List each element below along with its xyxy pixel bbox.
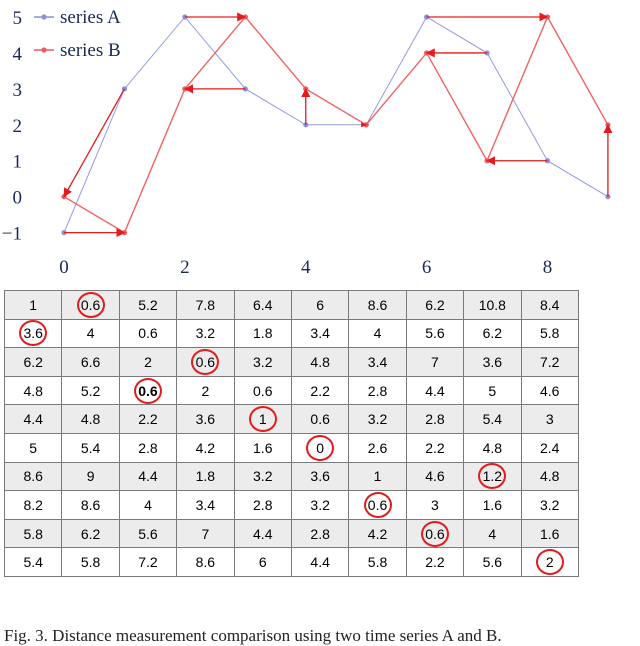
chart-legend (34, 7, 121, 61)
cell-value: 7.2 (138, 554, 158, 571)
cell-value: 5.4 (482, 411, 503, 428)
cell-value: 6 (258, 554, 267, 571)
table-cell (521, 433, 578, 462)
table-cell (291, 405, 348, 434)
cell-value: 6.2 (425, 296, 445, 313)
cell-value: 2.8 (425, 411, 445, 428)
table-cell (234, 462, 291, 491)
table-cell (234, 519, 291, 548)
cell-value: 2.8 (253, 496, 273, 513)
cell-value: 2.6 (367, 439, 388, 456)
table-row (5, 519, 579, 548)
table-cell (234, 548, 291, 577)
table-cell (177, 462, 234, 491)
table-cell (349, 491, 406, 520)
y-tick-label: 2 (12, 115, 22, 137)
table-cell (464, 519, 521, 548)
cell-value: 4.8 (310, 353, 330, 370)
cell-value: 6.2 (80, 525, 101, 542)
table-cell (521, 319, 578, 348)
cell-value: 3.2 (539, 496, 560, 513)
cell-value: 5.4 (80, 439, 101, 456)
table-row (5, 491, 579, 520)
table-cell (349, 405, 406, 434)
cell-value: 9 (86, 468, 95, 485)
table-cell (119, 433, 176, 462)
cell-value: 1.6 (253, 439, 273, 456)
table-cell (62, 405, 119, 434)
cell-value: 6.4 (253, 296, 273, 313)
cell-value: 4.2 (195, 439, 216, 456)
table-cell (177, 519, 234, 548)
cell-value: 7 (431, 353, 439, 370)
table-cell (177, 319, 234, 348)
cell-value: 1.8 (195, 468, 216, 485)
cell-value: 4.8 (80, 411, 101, 428)
table-cell (406, 462, 463, 491)
table-cell (521, 462, 578, 491)
table-cell (521, 548, 578, 577)
cell-value: 5.8 (80, 554, 101, 571)
cell-value: 10.8 (478, 296, 506, 313)
cell-value: 5.2 (138, 296, 158, 313)
figure-caption: Fig. 3. Distance measurement comparison using two time series A and B. (4, 626, 502, 645)
cell-value: 2.8 (310, 525, 330, 542)
cell-value: 7.2 (539, 353, 560, 370)
alignment-arrow (64, 89, 124, 197)
cell-value: 4.8 (23, 382, 43, 399)
line-chart-figure (0, 0, 640, 290)
cell-value: 4.4 (310, 554, 330, 571)
table-cell (521, 348, 578, 377)
table-cell (119, 348, 176, 377)
table-row (5, 348, 579, 377)
table-cell (5, 348, 62, 377)
legend-label: series B (60, 40, 121, 61)
y-tick-label: 1 (12, 151, 22, 173)
table-cell (349, 319, 406, 348)
cell-value: 1.6 (539, 525, 560, 542)
cell-value: 5.8 (367, 554, 388, 571)
cell-value: 5.8 (539, 325, 560, 342)
table-cell (349, 348, 406, 377)
table-cell (406, 291, 463, 320)
cell-value: 0.6 (138, 382, 158, 399)
cell-value: 4.2 (367, 525, 388, 542)
cell-value: 5 (29, 439, 38, 456)
table-cell (234, 433, 291, 462)
series-line-a (64, 17, 608, 233)
table-cell (62, 548, 119, 577)
table-cell (119, 491, 176, 520)
table-cell (5, 376, 62, 405)
cell-value: 3.4 (195, 496, 216, 513)
cell-value: 0.6 (195, 353, 216, 370)
table-cell (5, 548, 62, 577)
table-cell (291, 348, 348, 377)
cell-value: 3.4 (310, 325, 330, 342)
cell-value: 5.2 (80, 382, 101, 399)
cell-value: 8.6 (23, 468, 43, 485)
x-tick-label: 0 (59, 257, 69, 278)
cell-value: 0.6 (310, 411, 330, 428)
cell-value: 0.6 (253, 382, 273, 399)
table-cell (234, 491, 291, 520)
cell-value: 3.6 (482, 353, 503, 370)
table-row (5, 462, 579, 491)
table-cell (406, 376, 463, 405)
cell-value: 0.6 (367, 496, 388, 513)
legend-swatch-marker (41, 47, 46, 52)
x-tick-label: 2 (180, 257, 190, 278)
table-cell (521, 519, 578, 548)
y-tick-label: 5 (12, 7, 22, 29)
table-cell (62, 433, 119, 462)
cell-value: 4.8 (539, 468, 560, 485)
cell-value: 8.6 (195, 554, 216, 571)
table-cell (119, 319, 176, 348)
cell-value: 4 (488, 525, 497, 542)
table-cell (119, 291, 176, 320)
cell-value: 4.4 (253, 525, 273, 542)
table-cell (119, 519, 176, 548)
x-tick-label: 6 (421, 257, 432, 278)
cell-value: 6.2 (23, 353, 43, 370)
table-cell (406, 491, 463, 520)
cell-value: 1 (29, 296, 38, 313)
cell-value: 1 (258, 411, 267, 428)
table-cell (464, 291, 521, 320)
cell-value: 3.6 (23, 325, 43, 342)
table-cell (62, 462, 119, 491)
table-cell (5, 433, 62, 462)
cell-value: 0.6 (138, 325, 158, 342)
cell-value: 1.8 (253, 325, 273, 342)
cell-value: 3.4 (367, 353, 388, 370)
cell-value: 3.6 (310, 468, 330, 485)
legend-swatch-marker (41, 14, 46, 19)
table-cell (464, 491, 521, 520)
table-cell (521, 291, 578, 320)
distance-matrix-table (4, 290, 579, 577)
cell-value: 4 (86, 325, 95, 342)
table-cell (177, 348, 234, 377)
table-cell (119, 376, 176, 405)
x-tick-label: 8 (542, 257, 553, 278)
cell-value: 2.2 (425, 554, 445, 571)
cell-value: 8.4 (539, 296, 560, 313)
table-cell (62, 291, 119, 320)
table-cell (5, 519, 62, 548)
table-row (5, 376, 579, 405)
table-cell (119, 462, 176, 491)
cell-value: 2.2 (425, 439, 445, 456)
table-cell (234, 291, 291, 320)
table-cell (349, 548, 406, 577)
cell-value: 3.2 (195, 325, 216, 342)
cell-value: 7.8 (195, 296, 216, 313)
table-cell (62, 376, 119, 405)
table-cell (291, 319, 348, 348)
table-cell (464, 376, 521, 405)
table-cell (5, 462, 62, 491)
cell-value: 0.6 (80, 296, 101, 313)
cell-value: 4 (144, 496, 152, 513)
table-cell (521, 376, 578, 405)
table-cell (119, 405, 176, 434)
table-cell (234, 376, 291, 405)
table-cell (406, 348, 463, 377)
cell-value: 2.2 (310, 382, 330, 399)
table-cell (177, 433, 234, 462)
table-cell (62, 348, 119, 377)
table-cell (5, 491, 62, 520)
cell-value: 3.6 (195, 411, 216, 428)
cell-value: 3 (545, 411, 554, 428)
table-cell (349, 462, 406, 491)
table-cell (464, 405, 521, 434)
cell-value: 5.4 (23, 554, 43, 571)
cell-value: 8.2 (23, 496, 43, 513)
table-cell (464, 462, 521, 491)
table-cell (464, 548, 521, 577)
table-cell (5, 319, 62, 348)
cell-value: 4.4 (138, 468, 158, 485)
table-cell (349, 519, 406, 548)
cell-value: 2.4 (539, 439, 560, 456)
cell-value: 3.2 (367, 411, 388, 428)
y-tick-label: 0 (12, 187, 22, 209)
table-cell (234, 405, 291, 434)
table-cell (349, 291, 406, 320)
table-row (5, 291, 579, 320)
table-cell (177, 491, 234, 520)
table-cell (62, 319, 119, 348)
cell-value: 1 (373, 468, 382, 485)
y-tick-label: 4 (12, 43, 22, 65)
cell-value: 0.6 (425, 525, 445, 542)
table-cell (291, 291, 348, 320)
table-cell (406, 319, 463, 348)
table-cell (291, 491, 348, 520)
table-row (5, 319, 579, 348)
table-cell (5, 291, 62, 320)
cell-value: 3.2 (253, 468, 273, 485)
table-cell (291, 519, 348, 548)
table-cell (521, 491, 578, 520)
y-tick-label: 3 (12, 79, 22, 101)
cell-value: 5.6 (425, 325, 445, 342)
cell-value: 2.2 (138, 411, 158, 428)
cell-value: 4 (373, 325, 382, 342)
table-cell (406, 519, 463, 548)
table-cell (177, 291, 234, 320)
cell-value: 4.8 (482, 439, 503, 456)
cell-value: 7 (201, 525, 210, 542)
table-cell (62, 519, 119, 548)
cell-value: 3.2 (310, 496, 330, 513)
table-cell (177, 405, 234, 434)
cell-value: 2 (201, 382, 210, 399)
cell-value: 8.6 (80, 496, 101, 513)
cell-value: 4.6 (539, 382, 560, 399)
table-cell (464, 319, 521, 348)
table-cell (406, 548, 463, 577)
cell-value: 6 (316, 296, 325, 313)
table-cell (177, 548, 234, 577)
cell-value: 3 (431, 496, 439, 513)
cell-value: 2 (144, 353, 152, 370)
cell-value: 2.8 (367, 382, 388, 399)
table-cell (291, 376, 348, 405)
table-cell (349, 433, 406, 462)
cell-value: 4.4 (23, 411, 43, 428)
cell-value: 1.2 (482, 468, 503, 485)
table-cell (234, 319, 291, 348)
table-row (5, 433, 579, 462)
cell-value: 2 (545, 554, 554, 571)
cell-value: 8.6 (367, 296, 388, 313)
table-row (5, 405, 579, 434)
table-cell (291, 548, 348, 577)
table-cell (464, 433, 521, 462)
x-tick-label: 4 (301, 257, 311, 278)
table-row (5, 548, 579, 577)
cell-value: 3.2 (253, 353, 273, 370)
cell-value: 5.6 (138, 525, 158, 542)
cell-value: 5.8 (23, 525, 43, 542)
table-cell (119, 548, 176, 577)
table-cell (521, 405, 578, 434)
cell-value: 2.8 (138, 439, 158, 456)
table-cell (291, 433, 348, 462)
table-cell (234, 348, 291, 377)
cell-value: 6.6 (80, 353, 101, 370)
cell-value: 1.6 (482, 496, 503, 513)
cell-value: 5 (488, 382, 497, 399)
table-cell (349, 376, 406, 405)
cell-value: 6.2 (482, 325, 503, 342)
table-cell (406, 433, 463, 462)
table-cell (464, 348, 521, 377)
cell-value: 4.6 (425, 468, 445, 485)
table-cell (177, 376, 234, 405)
cell-value: 0 (316, 439, 325, 456)
table-cell (406, 405, 463, 434)
cell-value: 4.4 (425, 382, 445, 399)
y-tick-label: −1 (1, 223, 22, 245)
table-cell (5, 405, 62, 434)
legend-label: series A (60, 7, 121, 28)
cell-value: 5.6 (482, 554, 503, 571)
table-cell (291, 462, 348, 491)
table-cell (62, 491, 119, 520)
